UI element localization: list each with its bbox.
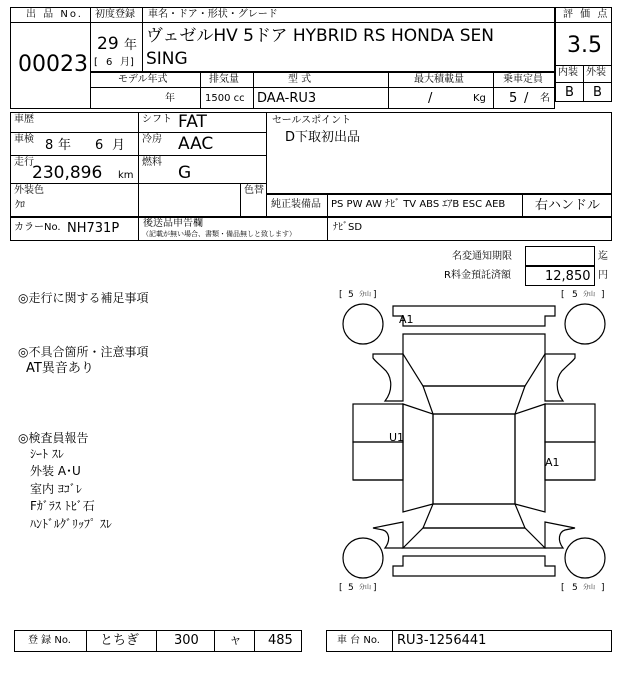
driving-notes-label: ◎走行に関する補足事項 [18,291,149,305]
inspector-line: 外装 A･U [30,464,81,478]
svg-text:]: ] [373,290,377,300]
windshield [423,386,525,414]
lot-number: 00023 [18,52,88,77]
front-fender-right [545,354,575,401]
trunk [403,528,545,548]
interior-grade: B [565,85,574,100]
defects-text: AT異音あり [26,361,94,376]
svg-text:[: [ [339,290,343,300]
tire-label-tr [561,290,605,300]
capacity-unit: 名 [540,93,550,104]
tire-depth-bl: 5 [348,583,354,593]
aftermarket-note: （記載が無い場合、書類・備品無しと致します） [142,230,296,238]
registration-class: 300 [174,633,199,648]
damage-mark-front-bumper: A1 [399,313,414,326]
ext-color-box [10,183,267,217]
fuel-label: 燃料 [142,157,162,168]
car-name-line2: SING [146,49,188,69]
roof [433,414,515,504]
model-code-label: 型 式 [288,74,312,85]
registration-kana: ャ [229,633,243,648]
tire-depth-unit: 分山 [583,584,596,591]
inspector-report-label: ◎検査員報告 [18,431,89,445]
first-registration-label: 初度登録 [95,9,135,20]
recycle-fee-unit: 円 [598,270,608,281]
damage-mark-left-door: U1 [389,431,405,444]
wheel-front-left [343,304,383,344]
inspector-line: Fｶﾞﾗｽ ﾄﾋﾞ石 [30,499,95,513]
svg-text:[: [ [339,583,343,593]
genuine-equipment-label: 純正装備品 [271,199,321,210]
ext-color-value: ｸﾛ [15,200,25,211]
fuel-value: G [178,163,192,183]
svg-text:[: [ [561,290,565,300]
displacement-value: 1500 cc [205,93,245,104]
tire-depth-unit: 分山 [359,291,372,298]
tire-label-bl [339,583,377,593]
rear-door-left [353,442,403,480]
inspector-line: ﾊﾝﾄﾞﾙｸﾞﾘｯﾌﾟ ｽﾚ [30,517,112,531]
chassis-number-value: RU3-1256441 [397,633,487,648]
sales-point-label: セールスポイント [272,115,352,126]
rear-bumper [393,556,555,576]
tire-depth-unit: 分山 [359,584,372,591]
capacity-value: 5 [509,91,518,106]
rating-label: 評 価 点 [563,9,610,20]
car-name-label: 車名・ドア・形状・グレード [148,9,278,20]
model-code: DAA-RU3 [257,91,317,106]
tire-depth-tr: 5 [572,290,578,300]
front-seat-area-right [515,404,545,512]
color-change-label: 色替 [244,185,264,196]
tire-depth-unit: 分山 [583,291,596,298]
registration-digits: 485 [268,633,293,648]
exterior-label: 外装 [586,67,606,78]
shift-label: シフト [142,114,172,125]
inspection-month-unit: 月 [112,138,126,153]
steering-side: 右ハンドル [535,198,601,213]
first-registration-year-unit: 年 [124,38,138,53]
svg-text:]: ] [601,583,605,593]
front-seat-area [403,404,433,512]
mileage-value: 230,896 [32,163,103,183]
first-registration-month-open: [ [94,57,98,68]
svg-text:]: ] [373,583,377,593]
interior-label: 内装 [558,67,578,78]
registration-area: とちぎ [100,633,140,648]
model-year-label: モデル年式 [118,74,168,85]
name-change-deadline-field [525,246,595,266]
ac-label: 冷房 [142,134,162,145]
first-registration-month: 6 [106,57,113,68]
inspection-year: 8 [45,138,54,153]
car-damage-diagram [335,286,613,604]
registration-number-label: 登 録 No. [28,635,71,646]
inspection-year-unit: 年 [58,138,72,153]
capacity-label: 乗車定員 [503,74,543,85]
sales-point-text: D下取初出品 [285,130,361,145]
tire-label-br [561,583,605,593]
svg-text:[: [ [561,583,565,593]
svg-text:]: ] [601,290,605,300]
shift-value: FAT [178,112,207,132]
wheel-front-right [565,304,605,344]
inspection-month: 6 [95,138,104,153]
inspector-line: ｼｰﾄ ｽﾚ [30,447,64,461]
genuine-equipment-items: PS PW AW ﾅﾋﾞ TV ABS ｴｱB ESC AEB [331,199,506,210]
mileage-unit: km [118,170,134,181]
wheel-rear-right [565,538,605,578]
rear-window [423,504,525,528]
mileage-label: 走行 [14,157,34,168]
ac-value: AAC [178,134,214,154]
inspector-line: 室内 ﾖｺﾞﾚ [30,482,82,496]
color-number-value: NH731P [67,221,120,236]
aftermarket-label: 後送品申告欄 [143,218,203,229]
defects-label: ◎不具合箇所・注意事項 [18,345,149,359]
max-load-label: 最大積載量 [414,74,464,85]
name-change-deadline-unit: 迄 [598,251,608,262]
lot-number-label: 出 品 No. [26,9,83,20]
displacement-label: 排気量 [209,74,239,85]
max-load-slash: / [428,91,433,106]
max-load-unit: Kg [473,93,486,104]
capacity-slash: / [524,91,529,106]
damage-mark-right-door: A1 [545,456,560,469]
recycle-fee-value: 12,850 [545,269,591,284]
color-number-label: カラーNo. [14,222,61,233]
recycle-fee-label: R料金預託済額 [444,270,511,281]
hood [403,334,545,386]
rating-value: 3.5 [567,33,602,58]
tire-depth-br: 5 [572,583,578,593]
aftermarket-items: ﾅﾋﾞSD [333,222,363,233]
tire-depth-tl: 5 [348,290,354,300]
inspection-label: 車検 [14,134,34,145]
front-bumper [393,306,555,326]
first-registration-month-unit: 月] [120,57,134,68]
first-registration-year: 29 [97,34,119,54]
wheel-rear-left [343,538,383,578]
car-name-line1: ヴェゼルHV 5ドア HYBRID RS HONDA SEN [146,26,494,46]
history-label: 車歴 [14,114,34,125]
ext-color-label: 外装色 [14,185,44,196]
front-fender-left [373,354,403,401]
front-door-right [545,404,595,442]
chassis-number-label: 車 台 No. [337,635,380,646]
exterior-grade: B [593,85,602,100]
name-change-deadline-label: 名変通知期限 [452,251,512,262]
tire-label-tl [339,290,377,300]
model-year-unit: 年 [165,93,175,104]
